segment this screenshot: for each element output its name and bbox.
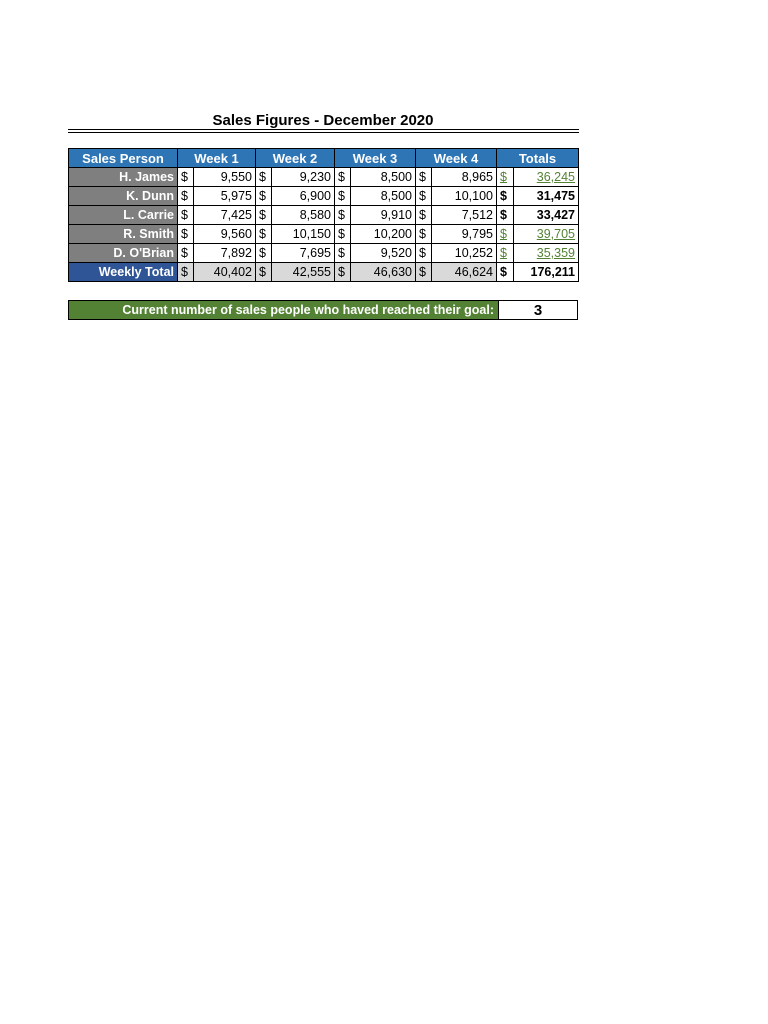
header-sales-person[interactable]: Sales Person xyxy=(69,149,178,168)
week-2-value[interactable]: 8,580 xyxy=(272,206,335,225)
week-4-value[interactable]: 7,512 xyxy=(432,206,497,225)
row-total-value[interactable]: 31,475 xyxy=(514,187,579,206)
week-3-value[interactable]: 10,200 xyxy=(351,225,416,244)
currency-symbol: $ xyxy=(497,206,514,225)
table-row xyxy=(69,225,579,244)
header-week-4[interactable]: Week 4 xyxy=(416,149,497,168)
weekly-total-label[interactable]: Weekly Total xyxy=(69,263,178,282)
table-row xyxy=(69,168,579,187)
currency-symbol: $ xyxy=(497,168,514,187)
currency-symbol: $ xyxy=(335,168,351,187)
currency-symbol: $ xyxy=(497,187,514,206)
currency-symbol: $ xyxy=(256,168,272,187)
currency-symbol: $ xyxy=(256,263,272,282)
currency-symbol: $ xyxy=(416,263,432,282)
sales-person-name[interactable]: R. Smith xyxy=(69,225,178,244)
currency-symbol: $ xyxy=(178,187,194,206)
currency-symbol: $ xyxy=(335,225,351,244)
currency-symbol: $ xyxy=(178,263,194,282)
header-week-2[interactable]: Week 2 xyxy=(256,149,335,168)
week-2-value[interactable]: 10,150 xyxy=(272,225,335,244)
currency-symbol: $ xyxy=(335,244,351,263)
weekly-total-week-1[interactable]: 40,402 xyxy=(194,263,256,282)
header-totals[interactable]: Totals xyxy=(497,149,579,168)
week-3-value[interactable]: 9,520 xyxy=(351,244,416,263)
week-1-value[interactable]: 7,892 xyxy=(194,244,256,263)
currency-symbol: $ xyxy=(178,168,194,187)
currency-symbol: $ xyxy=(256,244,272,263)
currency-symbol: $ xyxy=(416,206,432,225)
week-4-value[interactable]: 9,795 xyxy=(432,225,497,244)
week-4-value[interactable]: 10,252 xyxy=(432,244,497,263)
sales-person-name[interactable]: D. O'Brian xyxy=(69,244,178,263)
sales-table xyxy=(68,148,579,282)
weekly-total-row xyxy=(69,263,579,282)
weekly-total-week-4[interactable]: 46,624 xyxy=(432,263,497,282)
table-row xyxy=(69,244,579,263)
week-1-value[interactable]: 5,975 xyxy=(194,187,256,206)
week-1-value[interactable]: 9,550 xyxy=(194,168,256,187)
table-row xyxy=(69,187,579,206)
week-2-value[interactable]: 6,900 xyxy=(272,187,335,206)
sales-person-name[interactable]: H. James xyxy=(69,168,178,187)
week-2-value[interactable]: 9,230 xyxy=(272,168,335,187)
currency-symbol: $ xyxy=(497,225,514,244)
goal-summary-label[interactable]: Current number of sales people who haved reached their goal: xyxy=(69,301,499,319)
currency-symbol: $ xyxy=(416,244,432,263)
currency-symbol: $ xyxy=(335,206,351,225)
row-total-value[interactable]: 35,359 xyxy=(514,244,579,263)
week-2-value[interactable]: 7,695 xyxy=(272,244,335,263)
goal-summary-bar xyxy=(68,300,578,320)
header-week-1[interactable]: Week 1 xyxy=(178,149,256,168)
currency-symbol: $ xyxy=(256,206,272,225)
weekly-total-week-2[interactable]: 42,555 xyxy=(272,263,335,282)
currency-symbol: $ xyxy=(497,244,514,263)
currency-symbol: $ xyxy=(256,187,272,206)
week-4-value[interactable]: 8,965 xyxy=(432,168,497,187)
weekly-total-week-3[interactable]: 46,630 xyxy=(351,263,416,282)
currency-symbol: $ xyxy=(178,244,194,263)
goal-summary-value[interactable]: 3 xyxy=(533,302,543,319)
currency-symbol: $ xyxy=(335,187,351,206)
currency-symbol: $ xyxy=(335,263,351,282)
row-total-value[interactable]: 33,427 xyxy=(514,206,579,225)
week-1-value[interactable]: 7,425 xyxy=(194,206,256,225)
currency-symbol: $ xyxy=(497,263,514,282)
header-row xyxy=(69,149,579,168)
currency-symbol: $ xyxy=(416,168,432,187)
week-3-value[interactable]: 8,500 xyxy=(351,187,416,206)
week-1-value[interactable]: 9,560 xyxy=(194,225,256,244)
grand-total-value[interactable]: 176,211 xyxy=(514,263,579,282)
row-total-value[interactable]: 39,705 xyxy=(514,225,579,244)
sales-person-name[interactable]: L. Carrie xyxy=(69,206,178,225)
week-3-value[interactable]: 8,500 xyxy=(351,168,416,187)
currency-symbol: $ xyxy=(256,225,272,244)
currency-symbol: $ xyxy=(178,225,194,244)
sheet-title: Sales Figures - December 2020 xyxy=(212,112,434,129)
title-underline xyxy=(68,129,579,130)
currency-symbol: $ xyxy=(416,225,432,244)
currency-symbol: $ xyxy=(416,187,432,206)
table-row xyxy=(69,206,579,225)
header-week-3[interactable]: Week 3 xyxy=(335,149,416,168)
currency-symbol: $ xyxy=(178,206,194,225)
week-4-value[interactable]: 10,100 xyxy=(432,187,497,206)
row-total-value[interactable]: 36,245 xyxy=(514,168,579,187)
sales-person-name[interactable]: K. Dunn xyxy=(69,187,178,206)
title-underline-double xyxy=(68,132,579,133)
week-3-value[interactable]: 9,910 xyxy=(351,206,416,225)
